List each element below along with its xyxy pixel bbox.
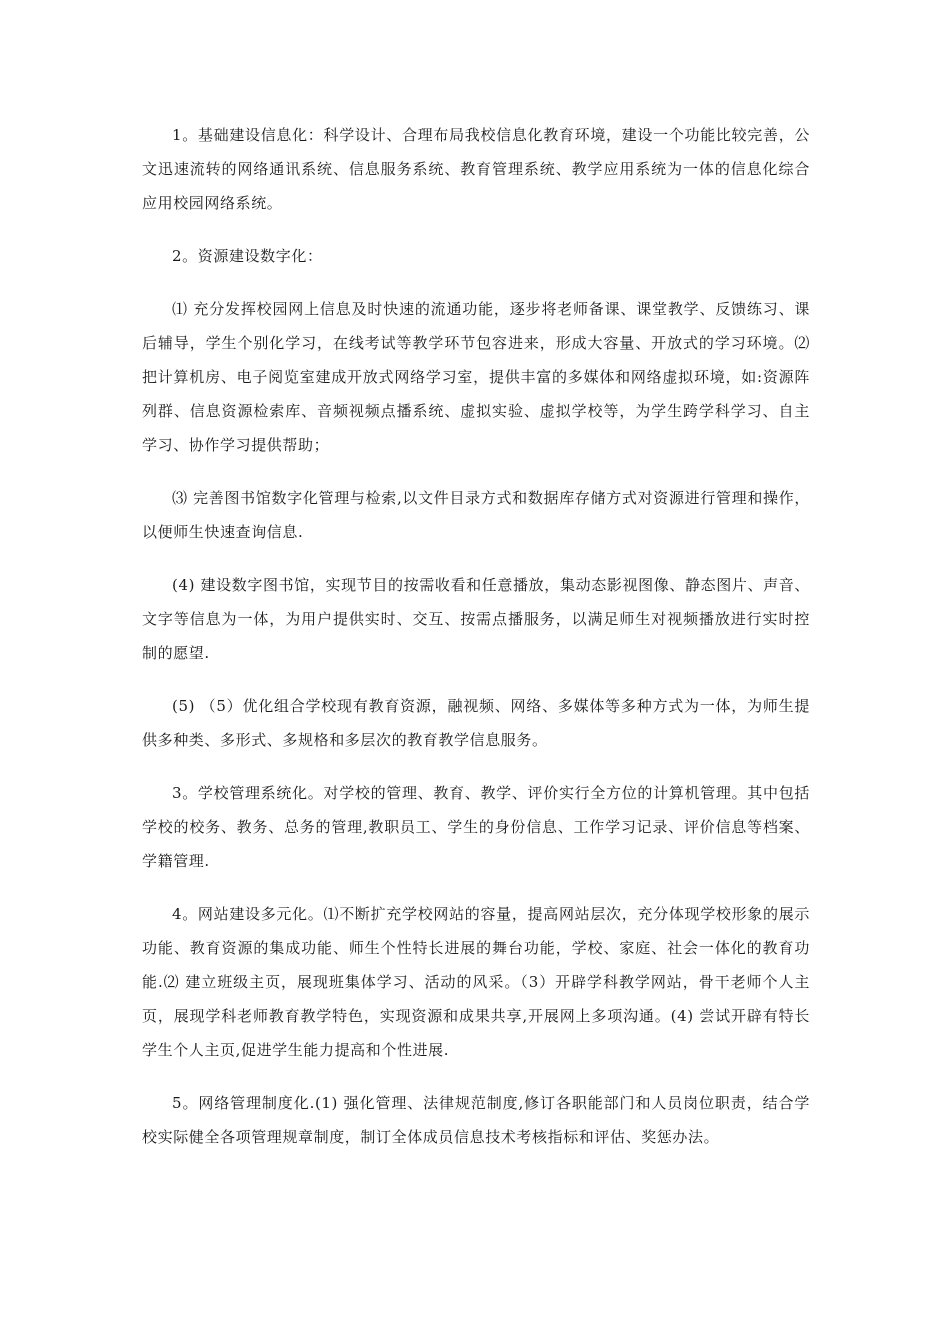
document-body — [142, 118, 810, 1173]
paragraph-management: 3。学校管理系统化。对学校的管理、教育、教学、评价实行全方位的计算机管理。其中包括学校的校务、教务、总务的管理,教职员工、学生的身份信息、工作学习记录、评价信息等档案、学籍管理. — [142, 784, 810, 870]
paragraph-resources-4: (4) 建设数字图书馆，实现节目的按需收看和任意播放，集动态影视图像、静态图片、声音、文字等信息为一体，为用户提供实时、交互、按需点播服务，以满足师生对视频播放进行实时控制的愿望. — [142, 576, 810, 662]
paragraph-resources-3: ⑶ 完善图书馆数字化管理与检索,以文件目录方式和数据库存储方式对资源进行管理和操作，以便师生快速查询信息. — [142, 489, 810, 541]
paragraph-website: 4。网站建设多元化。⑴不断扩充学校网站的容量，提高网站层次，充分体现学校形象的展示功能、教育资源的集成功能、师生个性特长进展的舞台功能，学校、家庭、社会一体化的教育功能.⑵ 建立班级主页，展现班集体学习、活动的风采。（3）开辟学科教学网站，骨干老师个人主页，展现学科老师教育教学特色，实现资源和成果共享,开展网上多项沟通。(4) 尝试开辟有特长学生个人主页,促进学生能力提高和个性进展. — [142, 905, 810, 1059]
paragraph-resources-1-2: ⑴ 充分发挥校园网上信息及时快速的流通功能，逐步将老师备课、课堂教学、反馈练习、课后辅导，学生个别化学习，在线考试等教学环节包容进来，形成大容量、开放式的学习环境。⑵把计算机房、电子阅览室建成开放式网络学习室，提供丰富的多媒体和网络虚拟环境，如:资源阵列群、信息资源检索库、音频视频点播系统、虚拟实验、虚拟学校等，为学生跨学科学习、自主学习、协作学习提供帮助； — [142, 300, 810, 454]
paragraph-infrastructure: 1。基础建设信息化：科学设计、合理布局我校信息化教育环境，建设一个功能比较完善，公文迅速流转的网络通讯系统、信息服务系统、教育管理系统、教学应用系统为一体的信息化综合应用校园网络系统。 — [142, 126, 810, 212]
paragraph-resources-5: (5) （5）优化组合学校现有教育资源，融视频、网络、多媒体等多种方式为一体，为师生提供多种类、多形式、多规格和多层次的教育教学信息服务。 — [142, 697, 810, 749]
paragraph-resources-heading: 2。资源建设数字化： — [172, 247, 323, 265]
paragraph-network-rules: 5。网络管理制度化.(1) 强化管理、法律规范制度,修订各职能部门和人员岗位职责，结合学校实际健全各项管理规章制度，制订全体成员信息技术考核指标和评估、奖惩办法。 — [142, 1094, 810, 1146]
